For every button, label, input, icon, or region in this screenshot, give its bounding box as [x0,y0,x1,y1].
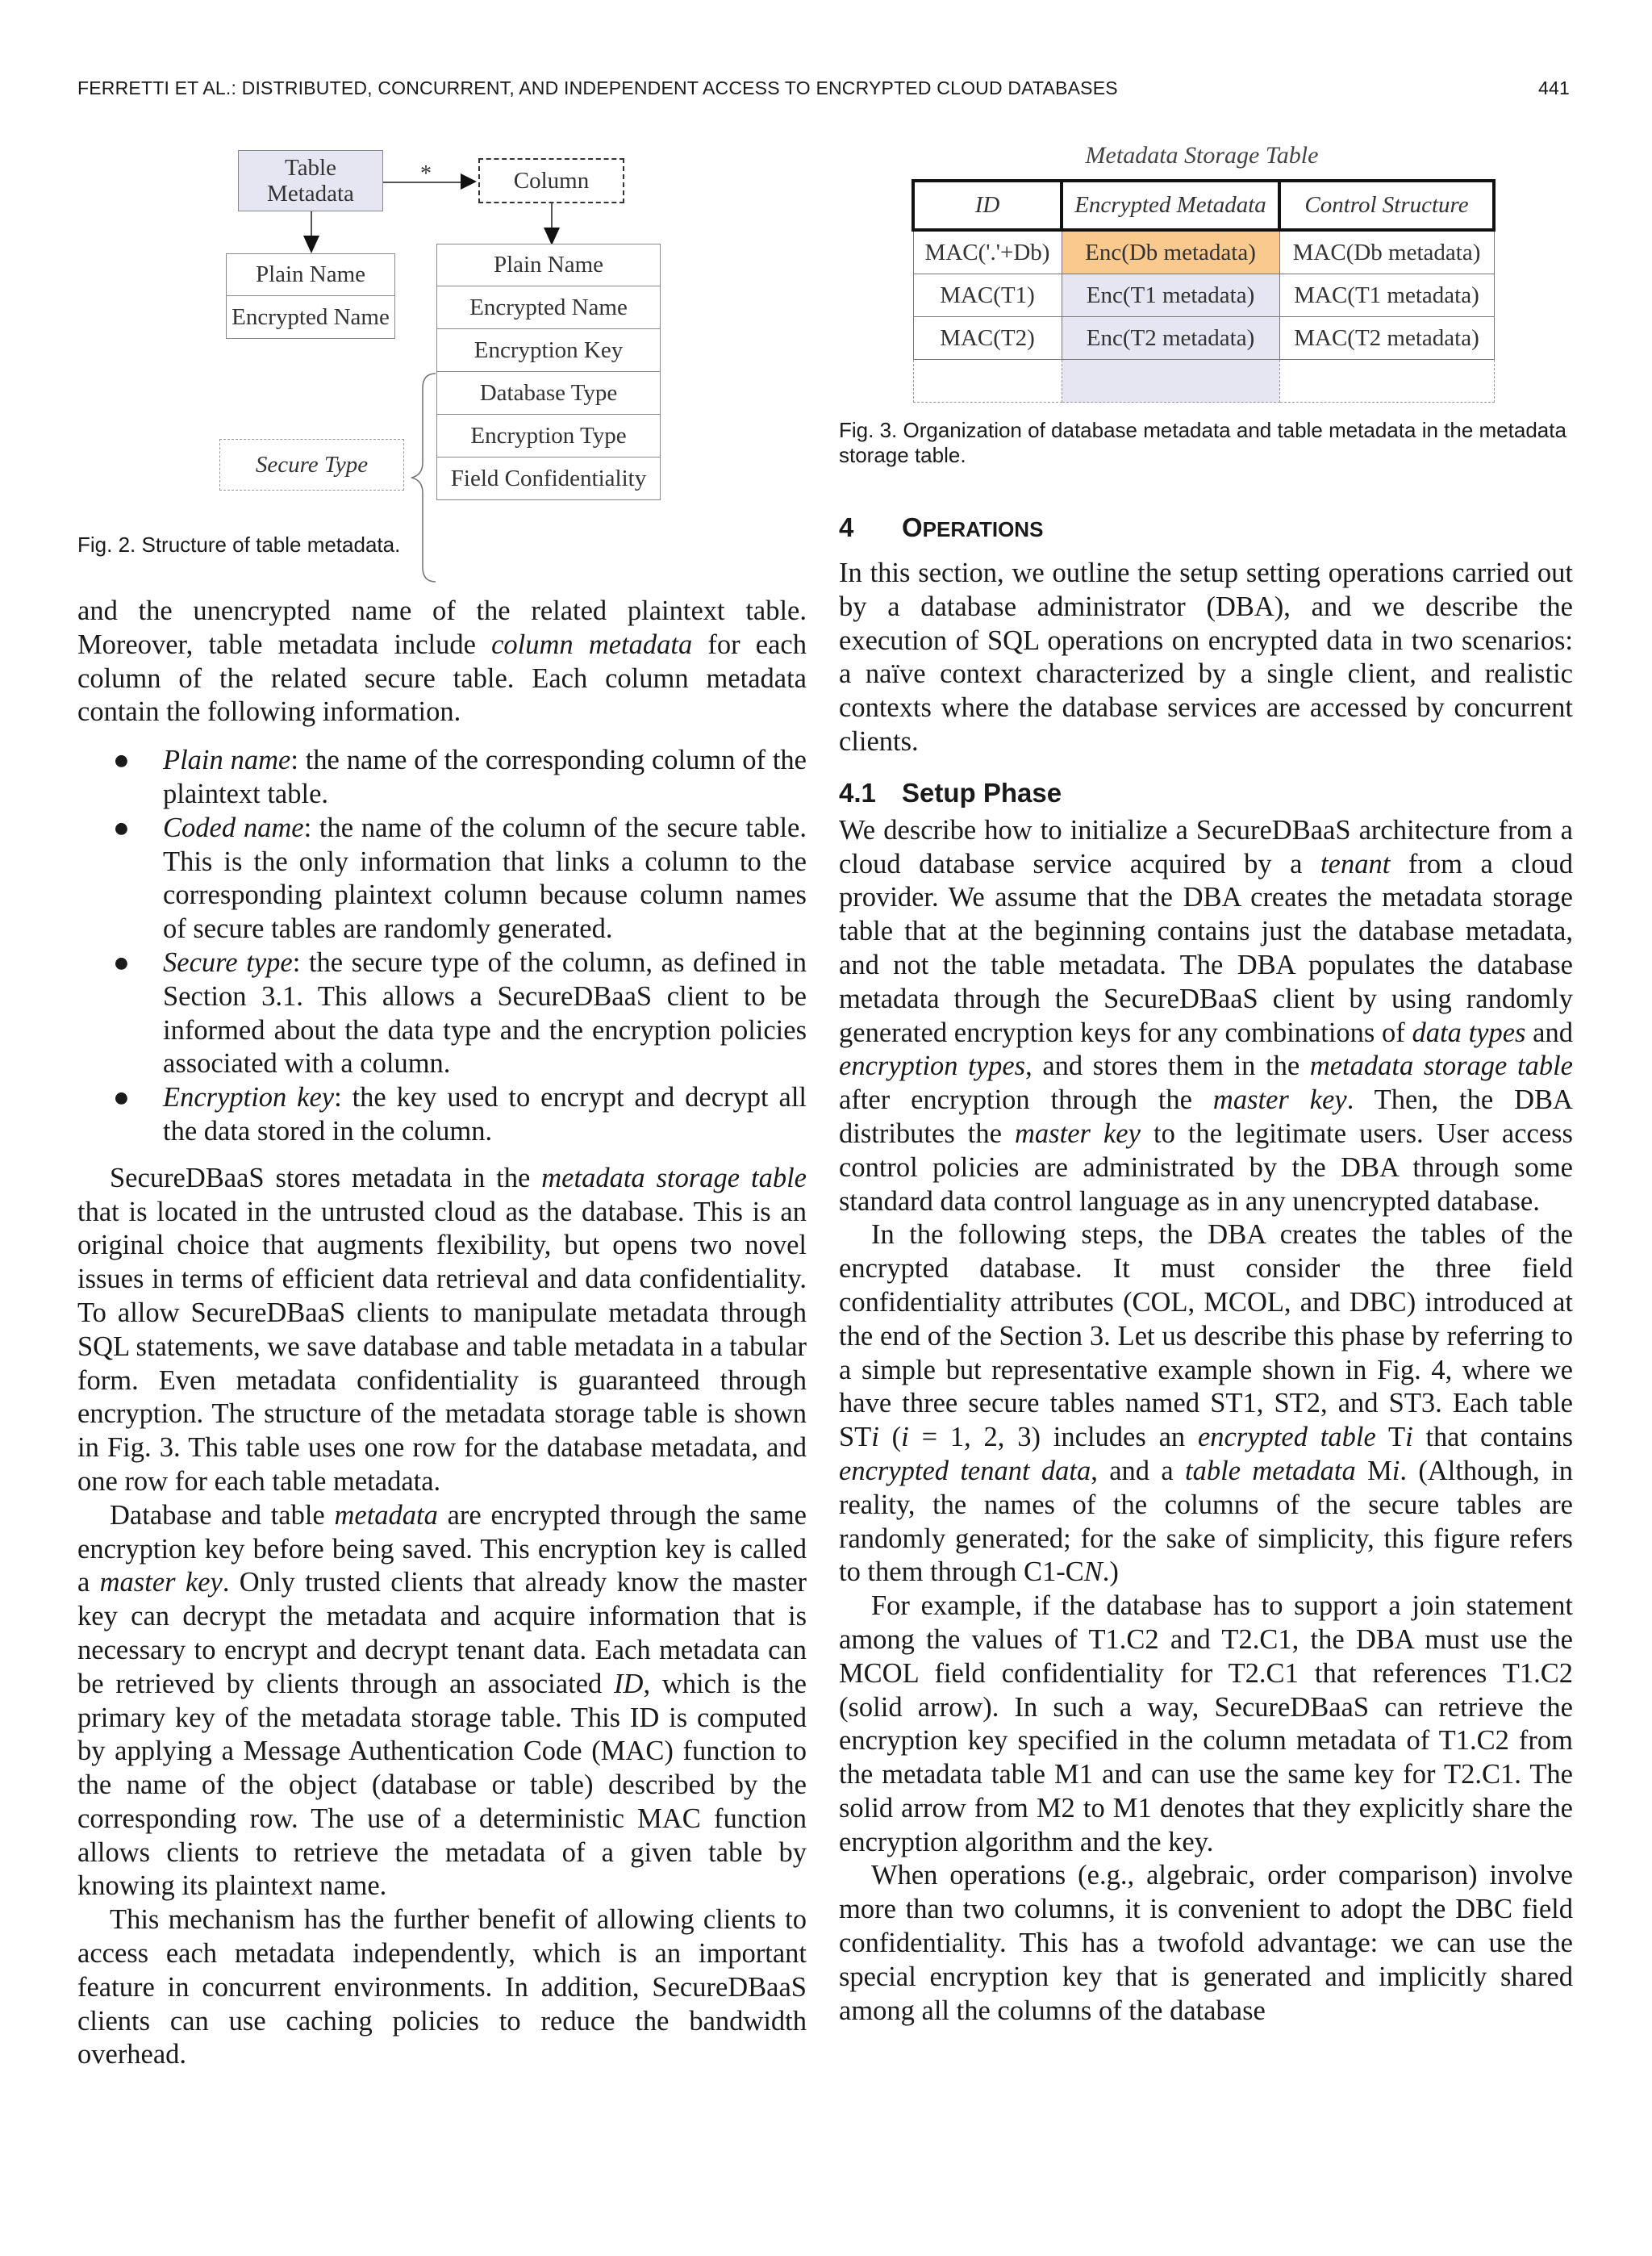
table-cell: Enc(T2 metadata) [1062,317,1279,360]
running-header [77,77,1570,99]
page-number: 441 [1538,77,1570,98]
subsection-heading [839,777,1573,809]
emphasis: master key [99,1567,223,1598]
bullet-icon: ● [113,946,130,978]
text: from a cloud provider. We assume that the DBA creates the metadata storage table that at the beginning contains just the database metadata, and not the table metadata. The DBA populates the database metadata through the SecureDBaaS client by using randomly generated encryption keys for any combinations of [839,848,1573,1048]
text: , and a [1091,1455,1186,1486]
emphasis: column metadata [491,629,693,660]
table-cell: MAC(T1) [913,274,1062,317]
table-cell: MAC(T1 metadata) [1279,274,1494,317]
bullet-text: : the name of the column of the secure table. This is the only information that links a column to the corresponding plaintext column because column names of secure tables are randomly generated. [163,812,807,945]
secure-type-box [219,439,404,491]
table-cell: MAC('.'+Db) [913,230,1062,274]
arrow-down-icon [544,228,560,245]
column-field: Encryption Key [436,329,661,372]
table-field: Plain Name [226,253,395,296]
paragraph [839,814,1573,1219]
emphasis: encrypted tenant data [839,1455,1091,1486]
paragraph: When operations (e.g., algebraic, order comparison) involve more than two columns, it is convenient to adopt the DBC field confidentiality. This has a twofold advantage: we can use the special encryption key that is generated and implicitly shared among all the columns of the database [839,1860,1573,2026]
connector-line [311,211,312,237]
emphasis: master key [1212,1084,1347,1116]
column-header-control-structure: Control Structure [1279,181,1494,230]
left-column [77,595,807,2072]
text: . (Although, in reality, the names of the columns of the secure tables are randomly generated; for the sake of simplicity, this figure refers to them through C1-C [839,1455,1573,1588]
emphasis: encrypted table [1197,1422,1376,1453]
emphasis: master key [1015,1118,1141,1149]
section-title-rest: PERATIONS [922,517,1044,541]
bullet-term: Secure type [163,946,293,978]
table-header-row [913,181,1494,230]
column-field: Encryption Type [436,415,661,457]
text: In the following steps, the DBA creates the tables of the encrypted database. It must consider the three field confidentiality attributes (COL, MCOL, and DBC) introduced at the end of the Section 3. Let us describe this phase by referring to a simple but representative example shown in Fig. 4, where we have three secure tables named ST1, ST2, and ST3. Each table ST [839,1219,1573,1453]
paragraph [839,1218,1573,1590]
column-field: Database Type [436,372,661,415]
table-fields-list [226,253,395,339]
table-cell-empty [1279,360,1494,403]
table-cell: MAC(T2) [913,317,1062,360]
paragraph: This mechanism has the further benefit of allowing clients to access each metadata independently, which is an important feature in concurrent environments. In addition, SecureDBaaS clients can use caching policies to reduce the bandwidth overhead. [77,1904,807,2070]
table-metadata-label-1: Table [285,155,336,181]
text: Database and table [110,1499,335,1531]
table-row [913,317,1494,360]
text: and the unencrypted name of the related plaintext table. Moreover, table metadata include [77,595,807,660]
text: , and stores them in the [1025,1051,1310,1082]
bullet-icon: ● [113,745,130,776]
metadata-storage-table [912,179,1496,403]
column-field: Encrypted Name [436,286,661,329]
secure-type-label: Secure Type [255,452,369,478]
text: and [1525,1017,1573,1048]
text: . Then, the DBA distributes the [839,1084,1573,1149]
bullet-text: : the key used to encrypt and decrypt all the data stored in the column. [163,1082,807,1147]
text: . Only trusted clients that already know the master key can decrypt the metadata and acquire information that is necessary to encrypt and decrypt tenant data. Each metadata can be retrieved by clients through an associated [77,1567,807,1699]
bullet-term: Encryption key [163,1082,335,1113]
emphasis: data types [1412,1017,1526,1048]
section-heading [839,512,1573,545]
text: ( [878,1422,902,1453]
subsection-title: Setup Phase [902,777,1062,808]
table-cell-empty [1062,360,1279,403]
table-cell: Enc(Db metadata) [1062,230,1279,274]
emphasis: metadata storage table [1309,1051,1573,1082]
section-title-initial: O [902,512,923,542]
paragraph: In this section, we outline the setup setting operations carried out by a database administrator (DBA), and we describe the execution of SQL operations on encrypted data in two scenarios: a naïve context characterized by a single client, and realistic contexts where the database services are accessed by concurrent clients. [839,558,1573,757]
column-field: Plain Name [436,244,661,286]
emphasis: metadata [334,1499,438,1531]
bullet-text: : the secure type of the column, as defined in Section 3.1. This allows a SecureDBaaS client to be informed about the data type and the encryption policies associated with a column. [163,946,807,1080]
paragraph [77,595,807,729]
bullet-term: Plain name [163,745,291,776]
figure-3-table [912,142,1500,403]
bullet-icon: ● [113,1082,130,1113]
text: SecureDBaaS stores metadata in the [110,1162,542,1193]
subsection-number: 4.1 [839,777,876,808]
list-item [77,1081,807,1149]
column-metadata-list [77,744,807,1149]
arrow-right-icon [461,173,477,190]
text: M [1355,1455,1392,1486]
table-field: Encrypted Name [226,296,395,339]
table-row-placeholder [913,360,1494,403]
math-var: i [901,1422,909,1453]
table-metadata-label-2: Metadata [267,181,354,207]
math-var: i [1405,1422,1413,1453]
multiplicity-label: * [420,161,432,186]
math-var: i [1391,1455,1400,1486]
table-metadata-box [238,150,383,211]
column-label: Column [513,168,590,194]
column-header-id: ID [913,181,1062,230]
text: .) [1102,1556,1119,1588]
figure-2-caption: Fig. 2. Structure of table metadata. [77,533,401,557]
figure-2-diagram [77,137,807,541]
metadata-storage-table-title: Metadata Storage Table [1085,142,1319,169]
text: , which is the primary key of the metadata storage table. This ID is computed by applying a Message Authentication Code (MAC) function to the name of the object (database or table) described by the corresponding row. The use of a deterministic MAC function allows clients to retrieve the metadata of a given table by knowing its plaintext name. [77,1668,807,1902]
column-box [478,158,624,203]
list-item [77,812,807,946]
column-field: Field Confidentiality [436,457,661,500]
arrow-down-icon [303,236,319,253]
bullet-term: Coded name [163,812,304,843]
math-var: i [871,1422,879,1453]
bullet-text: : the name of the corresponding column of the plaintext table. [163,745,807,809]
text: are encrypted through the same encryption key before being saved. This encryption key is called a [77,1499,807,1598]
text: = 1, 2, 3) includes an [908,1422,1198,1453]
text: that is located in the untrusted cloud as the database. This is an original choice that augments flexibility, but opens two novel issues in terms of efficient data retrieval and data confidentiality. To allow SecureDBaaS clients to manipulate metadata through SQL statements, we save database and table metadata in a tabular form. Even metadata confidentiality is guaranteed through encryption. The structure of the metadata storage table is shown in Fig. 3. This table uses one row for the database metadata, and one row for each table metadata. [77,1196,807,1497]
bullet-icon: ● [113,812,130,843]
emphasis: table metadata [1185,1455,1356,1486]
text: after encryption through the [839,1084,1213,1116]
table-cell: MAC(Db metadata) [1279,230,1494,274]
list-item [77,946,807,1081]
table-row [913,274,1494,317]
text: that contains [1412,1422,1573,1453]
text: for each column of the related secure table. Each column metadata contain the following information. [77,629,807,728]
connector-line [551,203,553,229]
column-header-encrypted-metadata: Encrypted Metadata [1062,181,1279,230]
paragraph [77,1162,807,1499]
right-column [839,512,1573,2028]
emphasis: metadata storage table [541,1162,807,1193]
column-fields-list [436,244,661,500]
list-item [77,744,807,812]
table-cell: MAC(T2 metadata) [1279,317,1494,360]
text: to the legitimate users. User access control policies are administrated by the DBA through some standard data control language as in any unencrypted database. [839,1118,1573,1217]
section-number: 4 [839,512,854,542]
emphasis: encryption types [839,1051,1026,1082]
table-cell: Enc(T1 metadata) [1062,274,1279,317]
table-cell-empty [913,360,1062,403]
emphasis: ID [614,1668,644,1699]
paragraph [77,1499,807,1904]
emphasis: tenant [1320,848,1391,879]
text: We describe how to initialize a SecureDBaaS architecture from a cloud database service acquired by a [839,814,1573,879]
running-title: FERRETTI ET AL.: DISTRIBUTED, CONCURRENT, AND INDEPENDENT ACCESS TO ENCRYPTED CLOUD DATABASES [77,77,1118,98]
text: T [1375,1422,1406,1453]
table-row [913,230,1494,274]
paragraph: For example, if the database has to support a join statement among the values of T1.C2 and T2.C1, the DBA must use the MCOL field confidentiality for T2.C1 that references T1.C2 (solid arrow). In such a way, SecureDBaaS can retrieve the encryption key specified in the column metadata of T1.C2 from the metadata table M1 and can use the same key for T2.C1. The solid arrow from M2 to M1 denotes that they explicitly share the encryption algorithm and the key. [839,1590,1573,1857]
figure-3-caption: Fig. 3. Organization of database metadata and table metadata in the metadata storage table. [839,418,1566,467]
math-var: N [1083,1556,1103,1588]
